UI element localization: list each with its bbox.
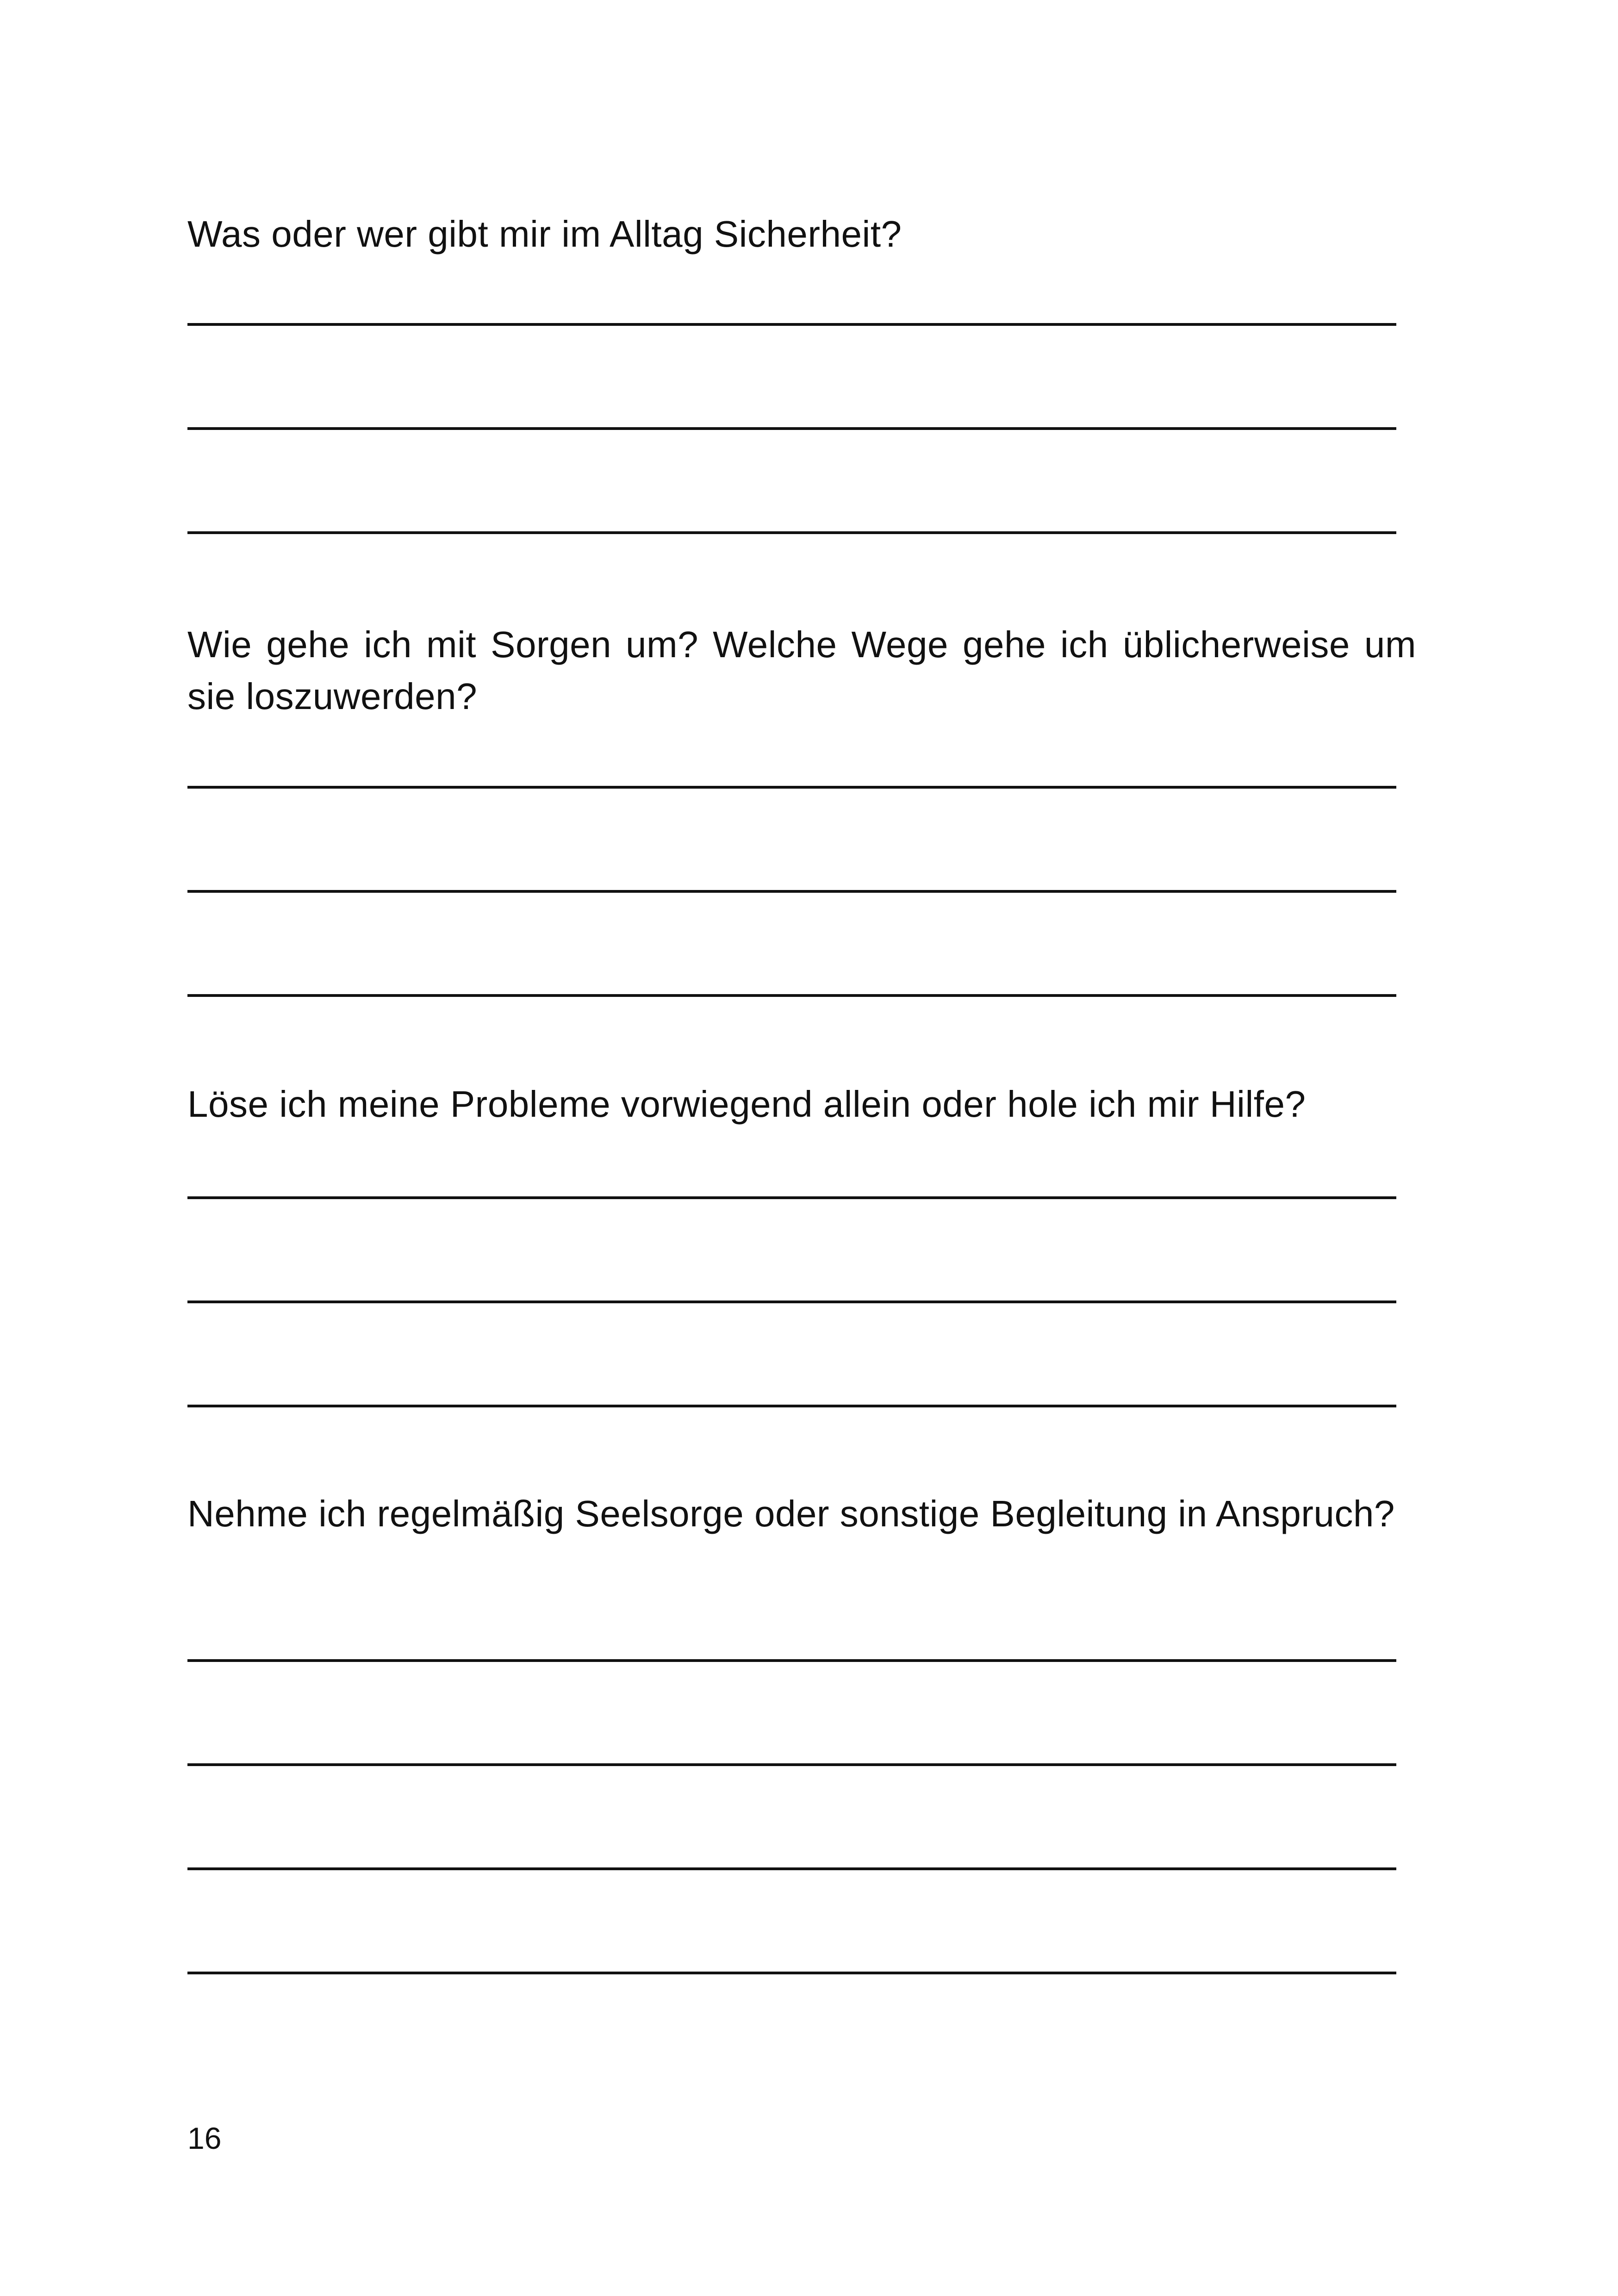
answer-line (187, 1972, 1396, 1974)
answer-line (187, 1867, 1396, 1870)
page-number: 16 (187, 2121, 222, 2155)
answer-line (187, 531, 1396, 534)
answer-line (187, 786, 1396, 789)
question-4: Nehme ich regelmäßig Seelsorge oder sonstige Begleitung in Anspruch? (187, 1493, 1395, 1534)
answer-line (187, 1659, 1396, 1662)
answer-line (187, 994, 1396, 997)
question-3: Löse ich meine Probleme vorwiegend allein oder hole ich mir Hilfe? (187, 1083, 1306, 1125)
answer-line (187, 323, 1396, 326)
answer-line (187, 1405, 1396, 1407)
answer-line (187, 1300, 1396, 1303)
question-2: Wie gehe ich mit Sorgen um? Welche Wege gehe ich üblicherweise um sie loszuwerden? (187, 624, 1416, 717)
answer-line (187, 1763, 1396, 1766)
answer-line (187, 1196, 1396, 1199)
answer-line (187, 890, 1396, 893)
question-1: Was oder wer gibt mir im Alltag Sicherheit? (187, 213, 902, 255)
answer-line (187, 427, 1396, 430)
